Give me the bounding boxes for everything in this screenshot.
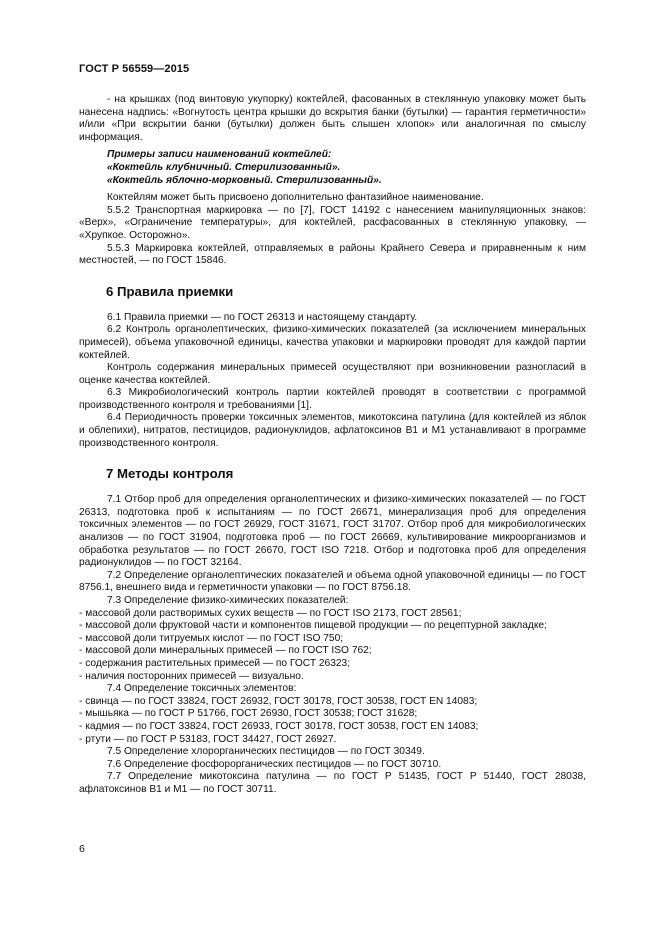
example-item: «Коктейль яблочно-морковный. Стерилизованный». xyxy=(107,174,382,186)
paragraph-5-5-2: 5.5.2 Транспортная маркировка — по [7], ГОСТ 14192 с нанесением манипуляционных знаков: «Верх», «Ограничение температуры», для коктейлей, расфасованных в стеклянную упаковку, — «Хрупкое. Осторожно». xyxy=(79,204,586,241)
paragraph: Контроль содержания минеральных примесей осуществляют при возникновении разногласий в оценке качества коктейлей. xyxy=(79,362,586,386)
paragraph-7-4: 7.4 Определение токсичных элементов: xyxy=(107,683,297,695)
paragraph-7-1: 7.1 Отбор проб для определения органолептических и физико-химических показателей — по ГОСТ 26313, подготовка проб к испытаниям — по ГОСТ 26671, минерализация проб для определения токсичных элементов — по ГОСТ 26929, ГОСТ 31671, ГОСТ 31707. Отбор проб для микробиологических анализов — по ГОСТ 31904, подготовка проб — по ГОСТ 26669, культивирование микроорганизмов и обработка результатов — по ГОСТ 26670, ГОСТ ISO 7218. Отбор и подготовка проб для определения радионуклидов — по ГОСТ 32164. xyxy=(79,494,586,569)
paragraph-6-1: 6.1 Правила приемки — по ГОСТ 26313 и настоящему стандарту. xyxy=(107,311,418,323)
list-item: - ртути — по ГОСТ Р 53183, ГОСТ 34427, ГОСТ 26927. xyxy=(79,733,337,745)
page-header-doc-id: ГОСТ Р 56559—2015 xyxy=(79,63,190,75)
examples-block xyxy=(79,149,586,187)
examples-heading: Примеры записи наименований коктейлей: xyxy=(107,149,332,161)
paragraph-5-5-3: 5.5.3 Маркировка коктейлей, отправляемых в районы Крайнего Севера и приравненным к ним местностей, — по ГОСТ 15846. xyxy=(79,242,586,267)
paragraph-7-5: 7.5 Определение хлорорганических пестицидов — по ГОСТ 30349. xyxy=(107,746,425,758)
list-item: - массовой доли титруемых кислот — по ГОСТ ISO 750; xyxy=(79,632,344,644)
paragraph-7-6: 7.6 Определение фосфорорганических пестицидов — по ГОСТ 30710. xyxy=(107,758,442,770)
list-item: - кадмия — по ГОСТ 33824, ГОСТ 26933, ГОСТ 30178, ГОСТ 30538, ГОСТ EN 14083; xyxy=(79,720,479,732)
paragraph-7-3: 7.3 Определение физико-химических показателей: xyxy=(107,595,349,606)
paragraph: Коктейлям может быть присвоено дополнительно фантазийное наименование. xyxy=(107,192,484,204)
page-number: 6 xyxy=(79,843,85,855)
list-item: - мышьяка — по ГОСТ Р 51766, ГОСТ 26930, ГОСТ 30538; ГОСТ 31628; xyxy=(79,708,418,720)
document-body xyxy=(79,94,586,797)
paragraph-6-4: 6.4 Периодичность проверки токсичных элементов, микотоксина патулина (для коктейлей из яблок и облепихи), нитратов, пестицидов, радионуклидов, афлатоксинов В1 и М1 устанавливают в программе производственного контроля. xyxy=(79,412,586,449)
list-item: - массовой доли растворимых сухих веществ — по ГОСТ ISO 2173, ГОСТ 28561; xyxy=(79,607,462,619)
bullet-paragraph: - на крышках (под винтовую укупорку) коктейлей, фасованных в стеклянную упаковку может быть нанесена надпись: «Вогнутость центра крышки до вскрытия банки (бутылки) — гарантия герметичности» и/или «При вскрытии банки (бутылки) должен быть слышен хлопок» или аналогичная по смыслу информация. xyxy=(79,94,586,143)
list-item: - свинца — по ГОСТ 33824, ГОСТ 26932, ГОСТ 30178, ГОСТ 30538, ГОСТ EN 14083; xyxy=(79,695,478,707)
paragraph-7-2: 7.2 Определение органолептических показателей и объема одной упаковочной единицы — по ГОСТ 8756.1, внешнего вида и герметичности упаковки — по ГОСТ 8756.18. xyxy=(79,569,586,594)
section-7-title: 7 Методы контроля xyxy=(106,466,234,482)
list-item: - наличия посторонних примесей — визуально. xyxy=(79,670,304,682)
paragraph-6-3: 6.3 Микробиологический контроль партии коктейлей проводят в соответствии с программой производственного контроля и требованиями [1]. xyxy=(79,387,586,411)
list-item: - массовой доли минеральных примесей — по ГОСТ ISO 762; xyxy=(79,645,372,657)
example-item: «Коктейль клубничный. Стерилизованный». xyxy=(107,161,341,173)
paragraph-7-7: 7.7 Определение микотоксина патулина — по ГОСТ Р 51435, ГОСТ Р 51440, ГОСТ 28038, афлатоксинов В1 и М1 — по ГОСТ 30711. xyxy=(79,771,586,795)
list-item: - массовой доли фруктовой части и компонентов пищевой продукции — по рецептурной закладке; xyxy=(79,620,547,632)
section-6-title: 6 Правила приемки xyxy=(106,283,234,299)
list-item: - содержания растительных примесей — по ГОСТ 26323; xyxy=(79,657,351,669)
paragraph-6-2: 6.2 Контроль органолептических, физико-химических показателей (за исключением минеральных примесей), объема упаковочной единицы, качества упаковки и маркировки проводят для каждой партии коктейлей. xyxy=(79,324,586,361)
